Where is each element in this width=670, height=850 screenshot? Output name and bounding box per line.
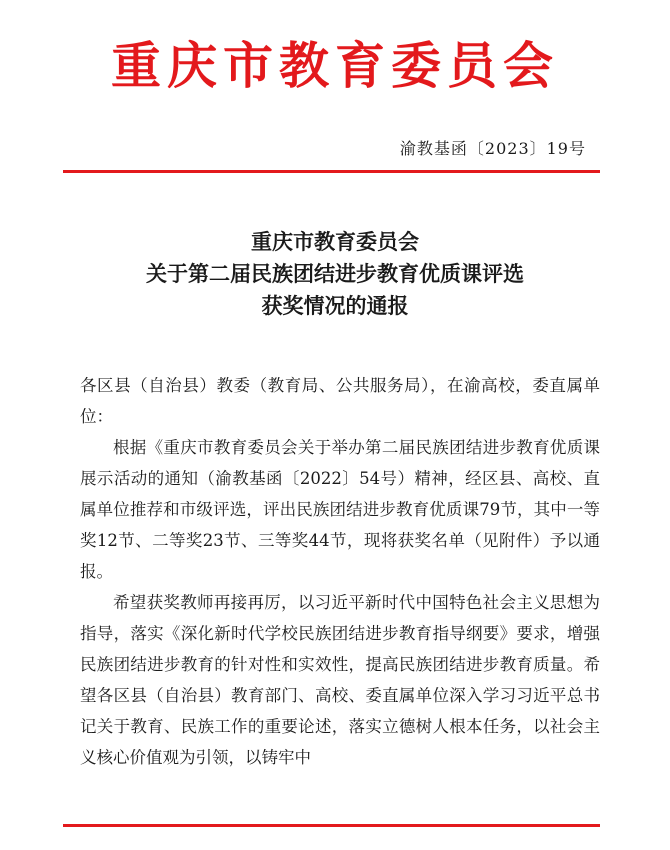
title-line-2: 关于第二届民族团结进步教育优质课评选 — [146, 261, 524, 286]
document-body — [80, 370, 600, 773]
title-line-1: 重庆市教育委员会 — [251, 229, 419, 254]
document-number: 渝教基函〔2023〕19号 — [399, 139, 586, 158]
paragraph-2: 希望获奖教师再接再厉，以习近平新时代中国特色社会主义思想为指导，落实《深化新时代学校民族团结进步教育指导纲要》要求，增强民族团结进步教育的针对性和实效性，提高民族团结进步教育质量。希望各区县（自治县）教育部门、高校、委直属单位深入学习习近平总书记关于教育、民族工作的重要论述，落实立德树人根本任务，以社会主义核心价值观为引领，以铸牢中 — [80, 593, 600, 767]
title-line-3: 获奖情况的通报 — [261, 293, 409, 318]
document-title — [0, 226, 670, 322]
paragraph-1: 根据《重庆市教育委员会关于举办第二届民族团结进步教育优质课展示活动的通知（渝教基函〔2022〕54号）精神，经区县、高校、直属单位推荐和市级评选，评出民族团结进步教育优质课79节，其中一等奖12节、二等奖23节、三等奖44节，现将获奖名单（见附件）予以通报。 — [80, 438, 600, 581]
red-divider-bottom — [63, 824, 600, 827]
red-divider-top — [63, 170, 600, 173]
issuing-authority-header: 重庆市教育委员会 — [111, 37, 559, 95]
salutation: 各区县（自治县）教委（教育局、公共服务局），在渝高校，委直属单位： — [80, 376, 600, 426]
